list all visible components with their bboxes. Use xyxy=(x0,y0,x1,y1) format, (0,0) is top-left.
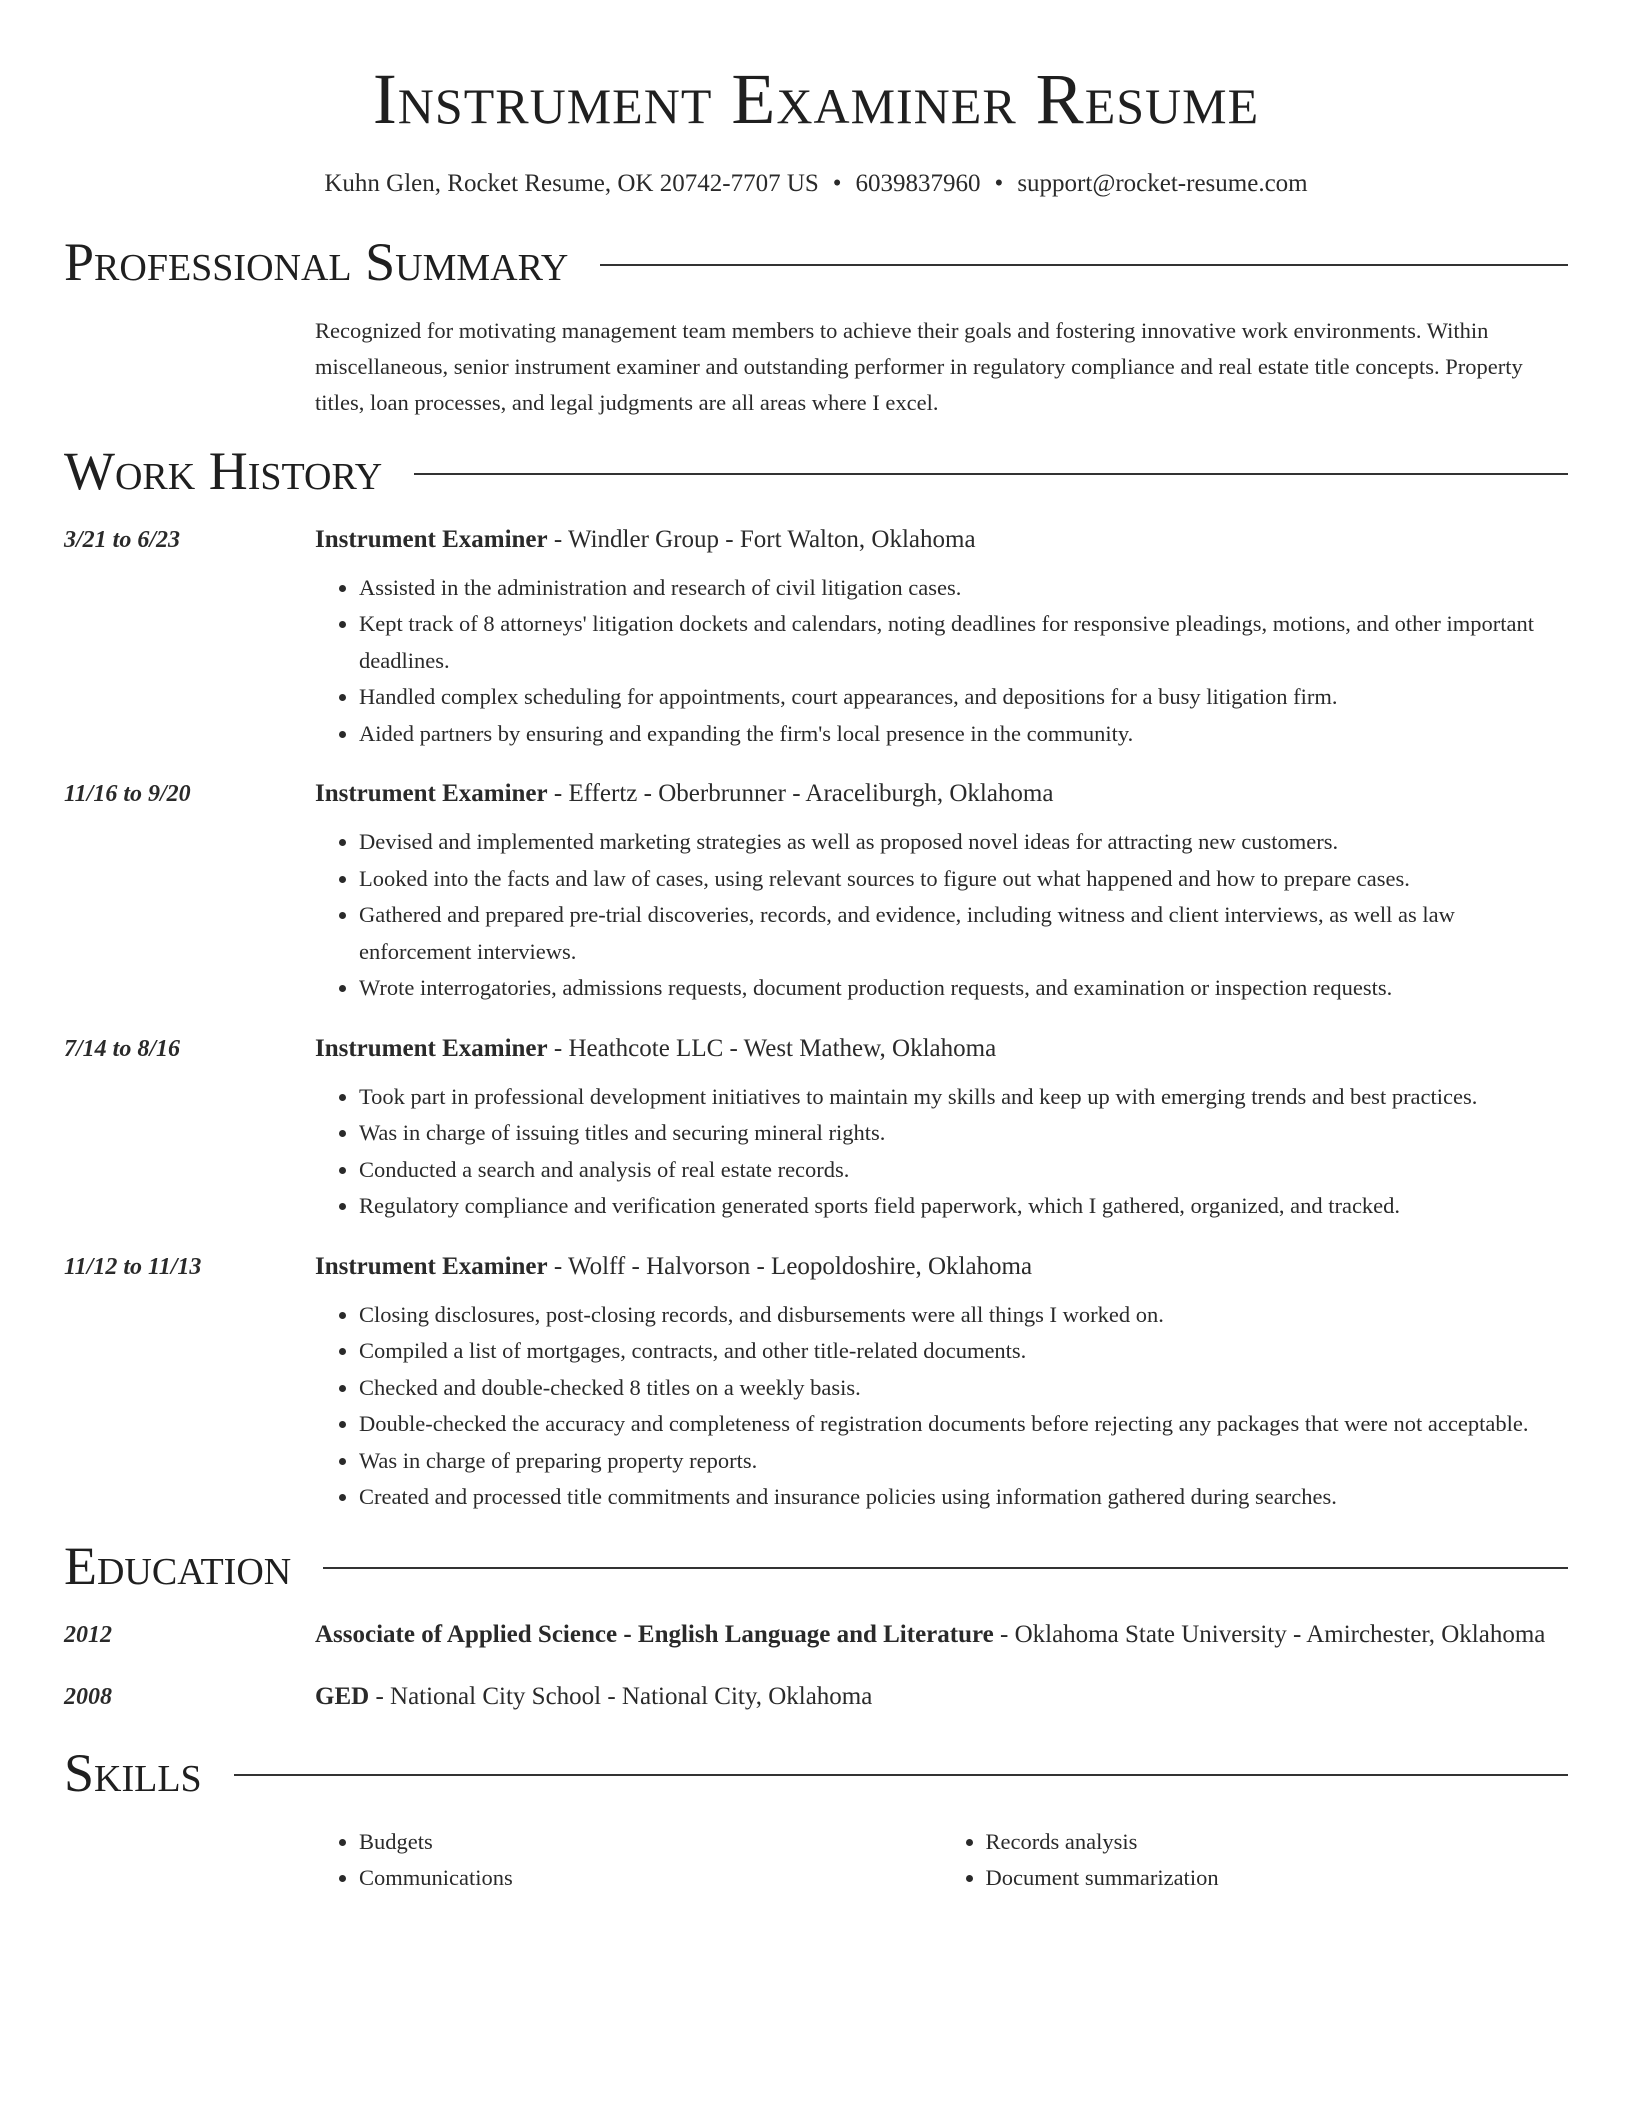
list-item: • Conducted a search and analysis of real estate records. xyxy=(359,1152,1568,1189)
education-year: 2008 xyxy=(64,1683,112,1710)
education-details: - Oklahoma State University - Amirchester, Oklahoma xyxy=(993,1620,1546,1648)
education-entry xyxy=(64,1677,1568,1717)
list-item: • Checked and double-checked 8 titles on a weekly basis. xyxy=(359,1370,1568,1407)
education-details: - National City School - National City, Oklahoma xyxy=(369,1682,873,1710)
list-item: • Took part in professional development initiatives to maintain my skills and keep up with emerging trends and best practices. xyxy=(359,1079,1568,1116)
job-details: - Windler Group - Fort Walton, Oklahoma xyxy=(547,525,976,553)
section-rule xyxy=(600,264,1568,266)
contact-address: Kuhn Glen, Rocket Resume, OK 20742-7707 US xyxy=(324,170,819,198)
job-entry xyxy=(64,1247,1568,1516)
contact-separator: • xyxy=(832,170,842,198)
skills-right-column xyxy=(942,1824,1569,1897)
list-item: • Assisted in the administration and research of civil litigation cases. xyxy=(359,570,1568,607)
list-item: • Double-checked the accuracy and completeness of registration documents before rejecting any packages that were not acceptable. xyxy=(359,1406,1568,1443)
summary-section xyxy=(64,230,1568,421)
job-entry xyxy=(64,1029,1568,1225)
job-bullets xyxy=(315,570,1568,753)
job-bullets xyxy=(315,824,1568,1007)
work-history-section xyxy=(64,439,1568,1516)
job-details: - Effertz - Oberbrunner - Araceliburgh, Oklahoma xyxy=(547,780,1054,808)
education-heading-text xyxy=(315,1615,1568,1655)
education-heading-row xyxy=(64,1534,1568,1599)
summary-text: Recognized for motivating management team members to achieve their goals and fostering innovative work environments. Within miscellaneous, senior instrument examiner and outstanding performer in regulatory compliance and real estate title concepts. Property titles, loan processes, and legal judgments are all areas where I excel. xyxy=(315,318,1523,416)
skill-item: • Records analysis xyxy=(986,1824,1569,1861)
contact-email: support@rocket-resume.com xyxy=(1017,170,1308,198)
list-item: • Handled complex scheduling for appointments, court appearances, and depositions for a busy litigation firm. xyxy=(359,679,1568,716)
list-item: • Kept track of 8 attorneys' litigation dockets and calendars, noting deadlines for responsive pleadings, motions, and other important deadlines. xyxy=(359,606,1568,679)
education-heading: Education xyxy=(64,1535,292,1596)
job-heading xyxy=(315,1029,1568,1069)
education-year: 2012 xyxy=(64,1621,112,1648)
skills-heading: Skills xyxy=(64,1742,202,1803)
list-item: • Gathered and prepared pre-trial discoveries, records, and evidence, including witness and client interviews, as well as law enforcement interviews. xyxy=(359,897,1568,970)
list-item: • Compiled a list of mortgages, contracts, and other title-related documents. xyxy=(359,1333,1568,1370)
contact-phone: 6039837960 xyxy=(855,170,981,198)
job-dates: 3/21 to 6/23 xyxy=(64,526,181,553)
job-body xyxy=(315,520,1568,753)
job-role: Instrument Examiner xyxy=(315,780,548,808)
job-body xyxy=(315,774,1568,1007)
job-dates: 7/14 to 8/16 xyxy=(64,1035,181,1062)
skills-section xyxy=(64,1741,1568,1897)
list-item: • Was in charge of issuing titles and securing mineral rights. xyxy=(359,1115,1568,1152)
section-rule xyxy=(234,1774,1568,1776)
job-heading xyxy=(315,1247,1568,1287)
skill-item: • Document summarization xyxy=(986,1860,1569,1897)
job-role: Instrument Examiner xyxy=(315,525,548,553)
education-body xyxy=(315,1677,1568,1717)
section-rule xyxy=(323,1567,1568,1569)
job-dates: 11/12 to 11/13 xyxy=(64,1253,202,1280)
list-item: • Devised and implemented marketing strategies as well as proposed novel ideas for attracting new customers. xyxy=(359,824,1568,861)
job-body xyxy=(315,1029,1568,1225)
skills-heading-row xyxy=(64,1741,1568,1806)
list-item: • Looked into the facts and law of cases, using relevant sources to figure out what happened and how to prepare cases. xyxy=(359,861,1568,898)
job-role: Instrument Examiner xyxy=(315,1252,548,1280)
contact-separator: • xyxy=(994,170,1004,198)
skills-columns xyxy=(315,1824,1568,1897)
list-item: • Wrote interrogatories, admissions requests, document production requests, and examination or inspection requests. xyxy=(359,970,1568,1007)
education-section xyxy=(64,1534,1568,1717)
section-rule xyxy=(414,473,1568,475)
job-heading xyxy=(315,774,1568,814)
education-degree: GED xyxy=(315,1682,370,1710)
job-role: Instrument Examiner xyxy=(315,1034,548,1062)
skill-item: • Communications xyxy=(359,1860,942,1897)
job-body xyxy=(315,1247,1568,1516)
list-item: • Created and processed title commitments and insurance policies using information gathered during searches. xyxy=(359,1479,1568,1516)
job-heading xyxy=(315,520,1568,560)
contact-line xyxy=(64,170,1568,198)
list-item: • Regulatory compliance and verification generated sports field paperwork, which I gathered, organized, and tracked. xyxy=(359,1188,1568,1225)
job-details: - Heathcote LLC - West Mathew, Oklahoma xyxy=(547,1034,997,1062)
work-history-heading: Work History xyxy=(64,441,383,502)
work-history-heading-row xyxy=(64,439,1568,504)
education-body xyxy=(315,1615,1568,1655)
job-dates: 11/16 to 9/20 xyxy=(64,781,191,808)
skills-left-column xyxy=(315,1824,942,1897)
resume-title: Instrument Examiner Resume xyxy=(372,59,1260,139)
education-degree: Associate of Applied Science - English Language and Literature xyxy=(315,1620,994,1648)
job-entry xyxy=(64,774,1568,1007)
skill-item: • Budgets xyxy=(359,1824,942,1861)
list-item: • Was in charge of preparing property reports. xyxy=(359,1443,1568,1480)
job-entry xyxy=(64,520,1568,753)
list-item: • Aided partners by ensuring and expanding the firm's local presence in the community. xyxy=(359,716,1568,753)
summary-heading-row xyxy=(64,230,1568,295)
job-details: - Wolff - Halvorson - Leopoldoshire, Oklahoma xyxy=(547,1252,1033,1280)
job-bullets xyxy=(315,1079,1568,1225)
summary-heading: Professional Summary xyxy=(64,232,569,293)
education-heading-text xyxy=(315,1677,1568,1717)
list-item: • Closing disclosures, post-closing records, and disbursements were all things I worked on. xyxy=(359,1297,1568,1334)
education-entry xyxy=(64,1615,1568,1655)
job-bullets xyxy=(315,1297,1568,1516)
